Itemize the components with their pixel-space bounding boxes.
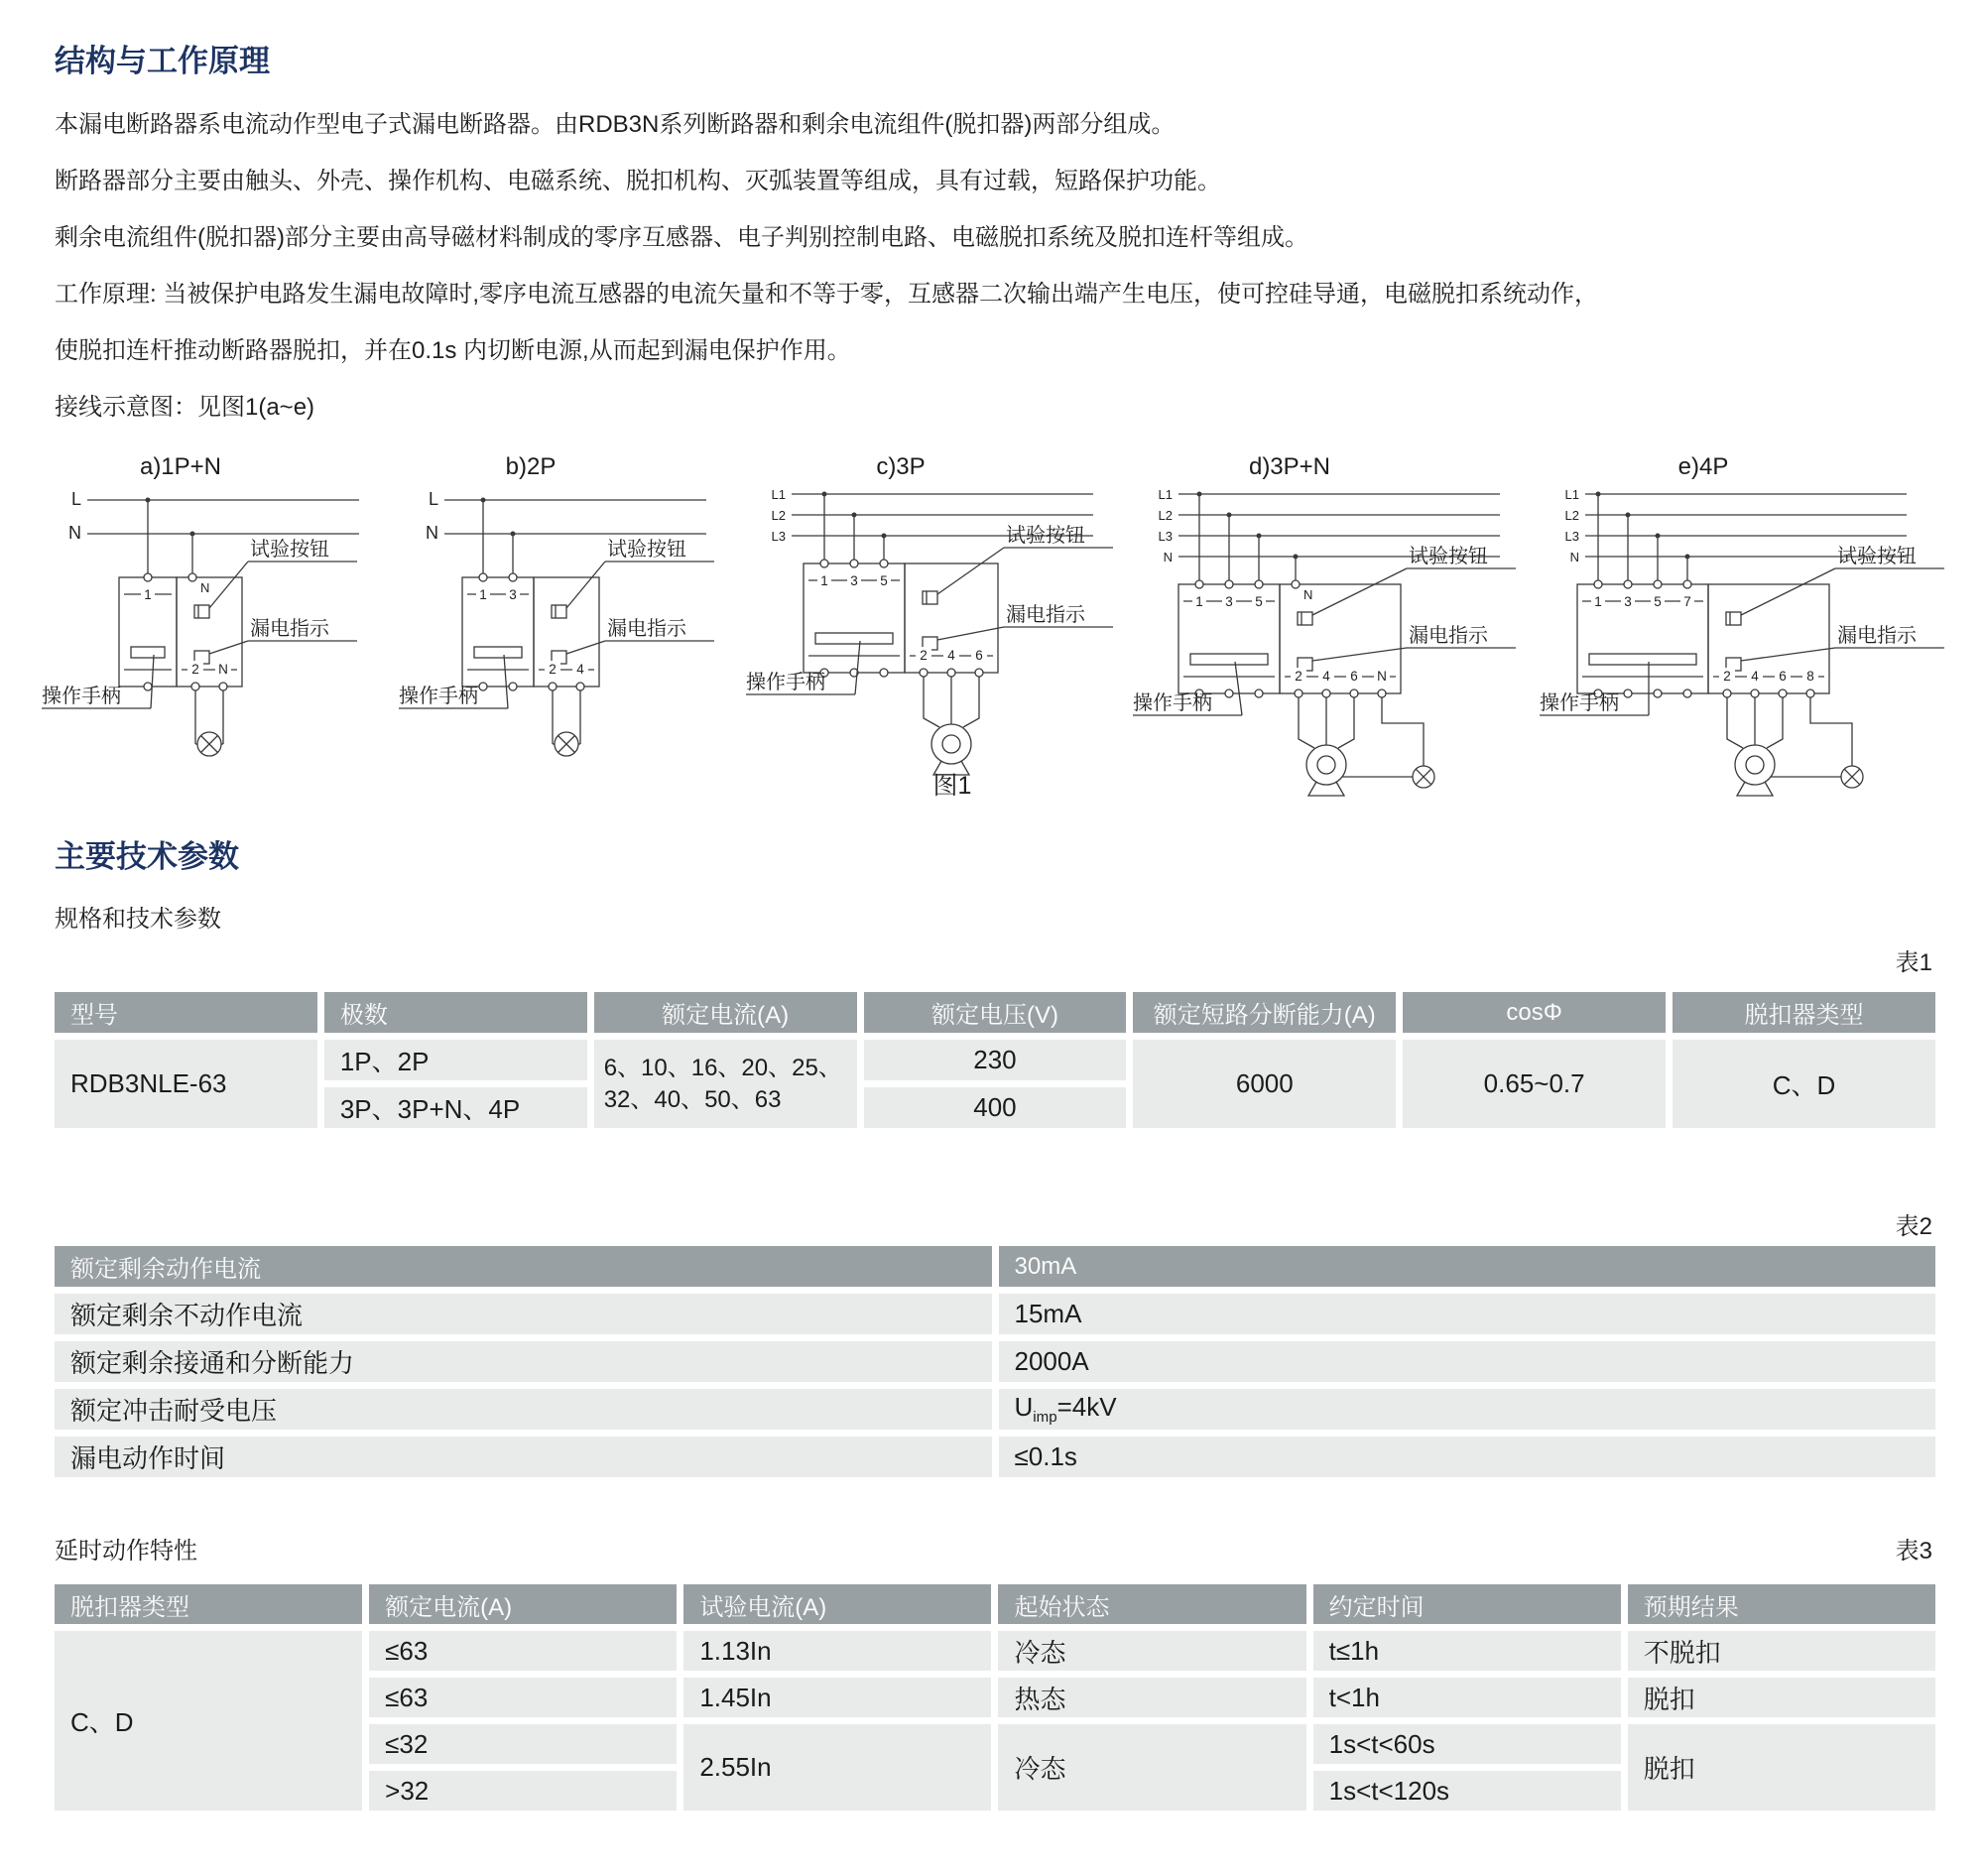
terminal bbox=[576, 683, 584, 690]
terminal-label: 2 bbox=[1723, 669, 1731, 684]
test-button-label: 试验按钮 bbox=[1006, 525, 1085, 547]
terminal bbox=[1723, 689, 1731, 697]
spec-table-1 bbox=[48, 985, 1942, 1135]
figure-row bbox=[40, 448, 1944, 817]
test-button-label: 试验按钮 bbox=[607, 539, 686, 561]
terminal bbox=[880, 669, 888, 677]
table1-release-type-cell: C、D bbox=[1670, 1037, 1939, 1132]
supply-line-label: L1 bbox=[1564, 487, 1579, 502]
leakage-indicator-label: 漏电指示 bbox=[607, 618, 686, 640]
table3-current-cell-2: ≤63 bbox=[366, 1675, 681, 1721]
diagram-title: d)3P+N bbox=[1248, 453, 1331, 480]
table3-current-cell-4: >32 bbox=[366, 1768, 681, 1814]
table3-release-type-cell: C、D bbox=[52, 1628, 366, 1814]
section-title-parameters: 主要技术参数 bbox=[55, 839, 239, 874]
terminal bbox=[1322, 689, 1330, 697]
table3-result-cell-2: 脱扣 bbox=[1624, 1675, 1938, 1721]
terminal-label: 8 bbox=[1806, 669, 1814, 684]
terminal-label: 2 bbox=[920, 648, 928, 663]
table1-rated-current-cell: 6、10、16、20、25、32、40、50、63 bbox=[590, 1037, 860, 1132]
table1-header-poles: 极数 bbox=[320, 989, 590, 1037]
terminal-label: 5 bbox=[880, 573, 888, 588]
terminal bbox=[1295, 689, 1302, 697]
table3-current-cell-3: ≤32 bbox=[366, 1721, 681, 1768]
terminal bbox=[509, 683, 517, 690]
diagram-title: e)4P bbox=[1677, 453, 1729, 480]
figure-caption: 图1 bbox=[932, 772, 972, 800]
terminal-label: 2 bbox=[1295, 669, 1302, 684]
handle-label: 操作手柄 bbox=[746, 672, 825, 693]
terminal-label: 5 bbox=[1654, 594, 1662, 609]
supply-line-label: N bbox=[426, 523, 438, 543]
terminal bbox=[975, 669, 983, 677]
terminal bbox=[1350, 689, 1358, 697]
spec-table-2 bbox=[48, 1239, 1942, 1484]
table1-header-model: 型号 bbox=[52, 989, 321, 1037]
terminal bbox=[1225, 580, 1233, 588]
handle-icon bbox=[474, 647, 522, 658]
table2-label-residual-operating-current: 额定剩余动作电流 bbox=[52, 1243, 996, 1291]
table2-value-residual-non-operating-current: 15mA bbox=[995, 1291, 1939, 1338]
table1-body-row-1 bbox=[52, 1037, 1939, 1084]
wiring-diagram-b bbox=[397, 448, 744, 817]
handle-label: 操作手柄 bbox=[42, 686, 121, 707]
terminal bbox=[1624, 689, 1632, 697]
supply-line-label: L2 bbox=[1158, 508, 1173, 523]
table3-body-row-1 bbox=[52, 1628, 1939, 1675]
paragraph-line-3: 剩余电流组件(脱扣器)部分主要由高导磁材料制成的零序互感器、电子判别控制电路、电磁脱扣系统及脱扣连杆等组成。 bbox=[55, 224, 1308, 251]
table3-state-cell-2: 热态 bbox=[995, 1675, 1309, 1721]
table1-poles-cell-2: 3P、3P+N、4P bbox=[320, 1084, 590, 1132]
terminal-label: 1 bbox=[144, 587, 152, 602]
wiring-diagram-a bbox=[40, 448, 397, 817]
wiring-diagram-d bbox=[1131, 448, 1538, 817]
terminal-label: 3 bbox=[1225, 594, 1233, 609]
terminal-label: 2 bbox=[191, 662, 199, 677]
table1-poles-cell-1: 1P、2P bbox=[320, 1037, 590, 1084]
terminal-label: 6 bbox=[1779, 669, 1787, 684]
terminal-label: 1 bbox=[1195, 594, 1203, 609]
handle-icon bbox=[1190, 654, 1268, 665]
supply-line-label: L1 bbox=[771, 487, 786, 502]
diagram-title: c)3P bbox=[876, 453, 926, 480]
terminal bbox=[188, 573, 196, 581]
spec-subtitle: 规格和技术参数 bbox=[55, 906, 221, 933]
leakage-indicator-label: 漏电指示 bbox=[250, 618, 329, 640]
paragraph-line-5: 使脱扣连杆推动断路器脱扣，并在0.1s 内切断电源,从而起到漏电保护作用。 bbox=[55, 337, 851, 364]
terminal-label: 3 bbox=[1624, 594, 1632, 609]
table2-tag: 表2 bbox=[1895, 1213, 1932, 1240]
terminal bbox=[1806, 689, 1814, 697]
terminal-label: 1 bbox=[479, 587, 487, 602]
table2-label-leakage-operating-time: 漏电动作时间 bbox=[52, 1434, 996, 1481]
paragraph-line-2: 断路器部分主要由触头、外壳、操作机构、电磁系统、脱扣机构、灭弧装置等组成，具有过载，短路保护功能。 bbox=[55, 168, 1221, 194]
test-button-icon bbox=[1726, 612, 1741, 625]
table3-header-row bbox=[52, 1581, 1939, 1628]
terminal bbox=[1683, 689, 1691, 697]
wiring-diagram-e bbox=[1538, 448, 1944, 817]
handle-label: 操作手柄 bbox=[1133, 692, 1212, 714]
terminal-label: 4 bbox=[1751, 669, 1759, 684]
table2-value-residual-operating-current: 30mA bbox=[995, 1243, 1939, 1291]
terminal-label: 6 bbox=[975, 648, 983, 663]
table3-time-cell-3: 1s<t<60s bbox=[1309, 1721, 1624, 1768]
terminal bbox=[920, 669, 928, 677]
terminal bbox=[1195, 580, 1203, 588]
table3-header-conventional-time: 约定时间 bbox=[1309, 1581, 1624, 1628]
table3-pre-title: 延时动作特性 bbox=[55, 1538, 197, 1564]
supply-line-label: N bbox=[1163, 550, 1173, 564]
table3-time-cell-4: 1s<t<120s bbox=[1309, 1768, 1624, 1814]
terminal bbox=[1654, 689, 1662, 697]
table3-header-release-type: 脱扣器类型 bbox=[52, 1581, 366, 1628]
table2-row-2 bbox=[52, 1291, 1939, 1338]
terminal bbox=[1292, 580, 1300, 588]
test-button-icon bbox=[194, 605, 209, 618]
test-button-icon bbox=[923, 591, 937, 604]
leakage-indicator-label: 漏电指示 bbox=[1837, 625, 1917, 647]
table1-voltage-cell-2: 400 bbox=[860, 1084, 1130, 1132]
table2-value-making-breaking-capacity: 2000A bbox=[995, 1338, 1939, 1386]
terminal bbox=[219, 683, 227, 690]
terminal-label: 1 bbox=[820, 573, 828, 588]
table1-model-cell: RDB3NLE-63 bbox=[52, 1037, 321, 1132]
terminal bbox=[820, 560, 828, 567]
supply-line-label: L bbox=[70, 489, 81, 509]
table3-test-current-cell-1: 1.13In bbox=[681, 1628, 995, 1675]
terminal bbox=[850, 560, 858, 567]
diagram-title: b)2P bbox=[505, 453, 557, 480]
table3-test-current-cell-2: 1.45In bbox=[681, 1675, 995, 1721]
table3-tag: 表3 bbox=[1895, 1538, 1932, 1564]
terminal-label: 4 bbox=[947, 648, 955, 663]
table3-state-cell-1: 冷态 bbox=[995, 1628, 1309, 1675]
table1-breaking-capacity-cell: 6000 bbox=[1130, 1037, 1400, 1132]
terminal-label: N bbox=[218, 662, 228, 677]
supply-line-label: L1 bbox=[1158, 487, 1173, 502]
table2-row-5 bbox=[52, 1434, 1939, 1481]
terminal bbox=[1378, 689, 1386, 697]
paragraph-line-6: 接线示意图：见图1(a~e) bbox=[55, 394, 315, 421]
terminal bbox=[1751, 689, 1759, 697]
terminal-label: 5 bbox=[1255, 594, 1263, 609]
intro-paragraphs bbox=[55, 96, 1598, 436]
test-button-icon bbox=[1298, 612, 1312, 625]
terminal bbox=[191, 683, 199, 690]
table1-header-breaking-capacity: 额定短路分断能力(A) bbox=[1130, 989, 1400, 1037]
table3-header-rated-current: 额定电流(A) bbox=[366, 1581, 681, 1628]
terminal-label: 3 bbox=[509, 587, 517, 602]
table1-header-row bbox=[52, 989, 1939, 1037]
terminal-label: 7 bbox=[1683, 594, 1691, 609]
terminal bbox=[479, 573, 487, 581]
paragraph-line-4: 工作原理: 当被保护电路发生漏电故障时,零序电流互感器的电流矢量和不等于零，互感器二次输出端产生电压，使可控硅导通，电磁脱扣系统动作， bbox=[55, 281, 1598, 308]
terminal-label: 3 bbox=[850, 573, 858, 588]
terminal-label: N bbox=[1303, 587, 1313, 602]
terminal bbox=[1779, 689, 1787, 697]
table2-row-3 bbox=[52, 1338, 1939, 1386]
table1-header-release-type: 脱扣器类型 bbox=[1670, 989, 1939, 1037]
terminal bbox=[144, 573, 152, 581]
terminal-label: 4 bbox=[576, 662, 584, 677]
wiring-diagram-c bbox=[744, 448, 1131, 817]
table2-row-1 bbox=[52, 1243, 1939, 1291]
supply-line-label: N bbox=[1569, 550, 1579, 564]
supply-line-label: N bbox=[68, 523, 81, 543]
terminal bbox=[1654, 580, 1662, 588]
table2-value-impulse-withstand-voltage: $U_{imp}=4kV$ bbox=[995, 1386, 1939, 1434]
terminal bbox=[947, 669, 955, 677]
motor-icon bbox=[931, 724, 971, 764]
handle-label: 操作手柄 bbox=[399, 686, 478, 707]
table1-cos-phi-cell: 0.65~0.7 bbox=[1400, 1037, 1670, 1132]
terminal bbox=[144, 683, 152, 690]
supply-line-label: L3 bbox=[771, 529, 786, 544]
table3-header-test-current: 试验电流(A) bbox=[681, 1581, 995, 1628]
table3-time-cell-2: t<1h bbox=[1309, 1675, 1624, 1721]
terminal bbox=[549, 683, 557, 690]
diagram-title: a)1P+N bbox=[139, 453, 222, 480]
test-button-label: 试验按钮 bbox=[1409, 546, 1488, 567]
table1-header-rated-current: 额定电流(A) bbox=[590, 989, 860, 1037]
handle-icon bbox=[1589, 654, 1696, 665]
table3-current-cell-1: ≤63 bbox=[366, 1628, 681, 1675]
section-title-structure: 结构与工作原理 bbox=[55, 44, 270, 78]
test-button-label: 试验按钮 bbox=[250, 539, 329, 561]
terminal bbox=[1683, 580, 1691, 588]
table1-header-rated-voltage: 额定电压(V) bbox=[860, 989, 1130, 1037]
table2-label-impulse-withstand-voltage: 额定冲击耐受电压 bbox=[52, 1386, 996, 1434]
terminal-label: N bbox=[200, 580, 210, 595]
supply-line-label: L2 bbox=[771, 508, 786, 523]
supply-line-label: L bbox=[428, 489, 438, 509]
terminal-label: 6 bbox=[1350, 669, 1358, 684]
handle-label: 操作手柄 bbox=[1540, 692, 1619, 714]
table1-voltage-cell-1: 230 bbox=[860, 1037, 1130, 1084]
table2-label-making-breaking-capacity: 额定剩余接通和分断能力 bbox=[52, 1338, 996, 1386]
table1-header-cos-phi: cosΦ bbox=[1400, 989, 1670, 1037]
table3-test-current-cell-3: 2.55In bbox=[681, 1721, 995, 1814]
table1-tag: 表1 bbox=[1895, 949, 1932, 976]
leakage-indicator-label: 漏电指示 bbox=[1409, 625, 1488, 647]
terminal-label: 4 bbox=[1322, 669, 1330, 684]
terminal-label: 2 bbox=[549, 662, 557, 677]
table3-header-initial-state: 起始状态 bbox=[995, 1581, 1309, 1628]
terminal-label: 1 bbox=[1594, 594, 1602, 609]
leakage-indicator-label: 漏电指示 bbox=[1006, 604, 1085, 626]
table3-time-cell-1: t≤1h bbox=[1309, 1628, 1624, 1675]
table3-result-cell-3: 脱扣 bbox=[1624, 1721, 1938, 1814]
table3-result-cell-1: 不脱扣 bbox=[1624, 1628, 1938, 1675]
terminal bbox=[1225, 689, 1233, 697]
supply-line-label: L3 bbox=[1158, 529, 1173, 544]
table3-header-expected-result: 预期结果 bbox=[1624, 1581, 1938, 1628]
paragraph-line-1: 本漏电断路器系电流动作型电子式漏电断路器。由RDB3N系列断路器和剩余电流组件(脱扣器)两部分组成。 bbox=[55, 111, 1176, 138]
table2-label-residual-non-operating-current: 额定剩余不动作电流 bbox=[52, 1291, 996, 1338]
terminal bbox=[880, 560, 888, 567]
table3-state-cell-3: 冷态 bbox=[995, 1721, 1309, 1814]
test-button-label: 试验按钮 bbox=[1837, 546, 1917, 567]
test-button-icon bbox=[552, 605, 566, 618]
handle-icon bbox=[131, 647, 165, 658]
table2-row-4 bbox=[52, 1386, 1939, 1434]
handle-icon bbox=[815, 633, 893, 644]
spec-table-3 bbox=[48, 1577, 1942, 1817]
terminal bbox=[479, 683, 487, 690]
terminal bbox=[1255, 689, 1263, 697]
supply-line-label: L2 bbox=[1564, 508, 1579, 523]
terminal bbox=[509, 573, 517, 581]
terminal bbox=[1255, 580, 1263, 588]
table2-value-leakage-operating-time: ≤0.1s bbox=[995, 1434, 1939, 1481]
supply-line-label: L3 bbox=[1564, 529, 1579, 544]
terminal bbox=[1594, 580, 1602, 588]
terminal-label: N bbox=[1377, 669, 1387, 684]
terminal bbox=[1624, 580, 1632, 588]
